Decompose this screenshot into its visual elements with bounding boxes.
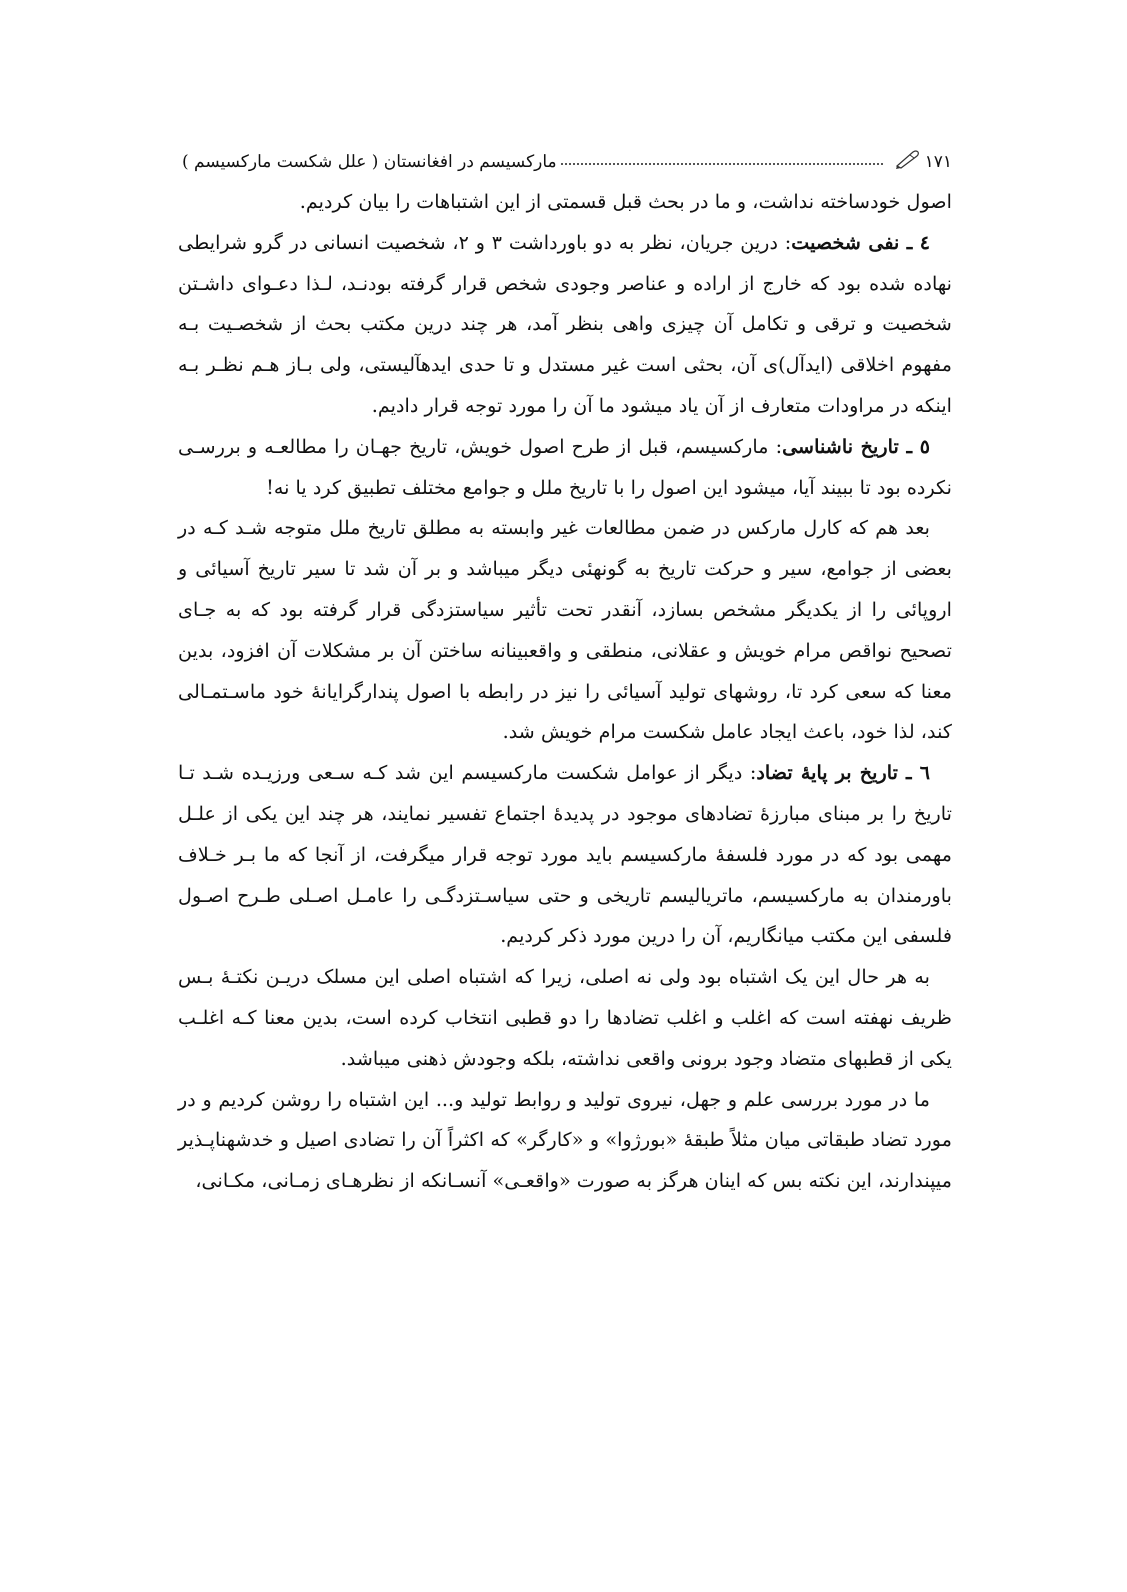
pen-icon bbox=[895, 148, 921, 170]
paragraph-text: اصول خودساخته نداشت، و ما در بحث قبل قسمتی از این اشتباهات را بیان کردیم. bbox=[299, 190, 952, 213]
paragraph-class-contradiction bbox=[178, 1080, 952, 1202]
running-title: مارکسیسم در افغانستان ( علل شکست مارکسیسم ) bbox=[182, 152, 557, 172]
dotted-leader bbox=[561, 163, 883, 165]
running-header bbox=[178, 144, 952, 172]
paragraph-bipolar-contradictions bbox=[178, 957, 952, 1079]
section-heading: ٦ ـ تاریخ بر پایهٔ تضاد bbox=[756, 761, 930, 785]
paragraph-history-contradiction bbox=[178, 753, 952, 957]
paragraph-marx-asian-mode bbox=[178, 508, 952, 753]
paragraph-text: : مارکسیسم، قبل از طرح اصول خویش، تاریخ جهـان را مطالعـه و بررسـی نکرده بود تا ببیند آیا، میشود این اصول را با تاریخ ملل و جوامع مختلف تطبیق کرد یا نه! bbox=[178, 434, 952, 499]
paragraph-continuation bbox=[178, 182, 952, 223]
paragraph-text: ما در مورد بررسی علم و جهل، نیروی تولید و روابط تولید و... این اشتباه را روشن کردیم و در مورد تضاد طبقاتی میان مثلاً طبقهٔ «بورژوا» و «کارگر» که اکثراً آن را تضادی اصیل و خدشهناپـذیر میپندارند، این نکته بس که اینان هرگز به صورت «واقعـی» آنسـانکه از نظرهـای زمـانی، مکـانی، bbox=[178, 1087, 952, 1193]
body-text bbox=[178, 182, 952, 1202]
paragraph-negation-of-personality bbox=[178, 223, 952, 427]
section-heading: ٤ ـ نفی شخصیت bbox=[791, 230, 930, 254]
section-heading: ٥ ـ تاریخ ناشناسی bbox=[782, 434, 930, 458]
paragraph-text: : دیگر از عوامل شکست مارکسیسم این شد کـه سـعی ورزیـده شـد تـا تاریخ را بر مبنای مبارزهٔ تضادهای موجود در پدیدهٔ اجتماع تفسیر نمایند، هر چند این یکی از علـل مهمی بود که در مورد فلسفهٔ مارکسیسم باید مورد توجه قرار میگرفت، از آنجا که ما بـر خـلاف باورمندان به مارکسیسم، ماتریالیسم تاریخی و حتی سیاسـتزدگـی را عامـل اصـلی طـرح اصـول فلسفی این مکتب میانگاریم، آن را درین مورد ذکر کردیم. bbox=[178, 761, 952, 948]
paragraph-history-ignorance bbox=[178, 427, 952, 509]
paragraph-text: بعد هم که کارل مارکس در ضمن مطالعات غیر وابسته به مطلق تاریخ ملل متوجه شـد کـه در بعضی از جوامع، سیر و حرکت تاریخ به گونهئی دیگر میباشد و بر آن شد تا سیر تاریخ آسیائی و اروپائی را از یکدیگر مشخص بسازد، آنقدر تحت تأثیر سیاستزدگی قرار گرفته بود که به جـای تصحیح نواقص مرام خویش و عقلانی، منطقی و واقعبینانه ساختن آن بر مشکلات آن افزود، بدین معنا که سعی کرد تا، روشهای تولید آسیائی را نیز در رابطه با اصول پندارگرایانهٔ خود ماسـتمـالی کند، لذا خود، باعث ایجاد عامل شکست مرام خویش شد. bbox=[178, 516, 952, 744]
paragraph-text: : درین جریان، نظر به دو باورداشت ٣ و ٢، شخصیت انسانی در گرو شرایطی نهاده شده بود که خارج از اراده و عناصر وجودی شخص قرار گرفته بودنـد، لـذا دعـوای داشـتن شخصیت و ترقی و تکامل آن چیزی واهی بنظر آمد، هر چند درین مکتب بحث از شخصـیت بـه مفهوم اخلاقی (ایدآل)ی آن، بحثی است غیر مستدل و تا حدی ایدهآلیستی، ولی بـاز هـم نظـر بـه اینکه در مراودات متعارف از آن یاد میشود ما آن را مورد توجه قرار دادیم. bbox=[178, 230, 952, 417]
page-number: ١٧١ bbox=[924, 152, 952, 172]
paragraph-text: به هر حال این یک اشتباه بود ولی نه اصلی، زیرا که اشتباه اصلی این مسلک دریـن نکتـهٔ بـس ظریف نهفته است که اغلب و اغلب تضادها را دو قطبی انتخاب کرده است، بدین معنا کـه اغلـب یکی از قطبهای متضاد وجود برونی واقعی نداشته، بلکه وجودش ذهنی میباشد. bbox=[178, 965, 952, 1070]
